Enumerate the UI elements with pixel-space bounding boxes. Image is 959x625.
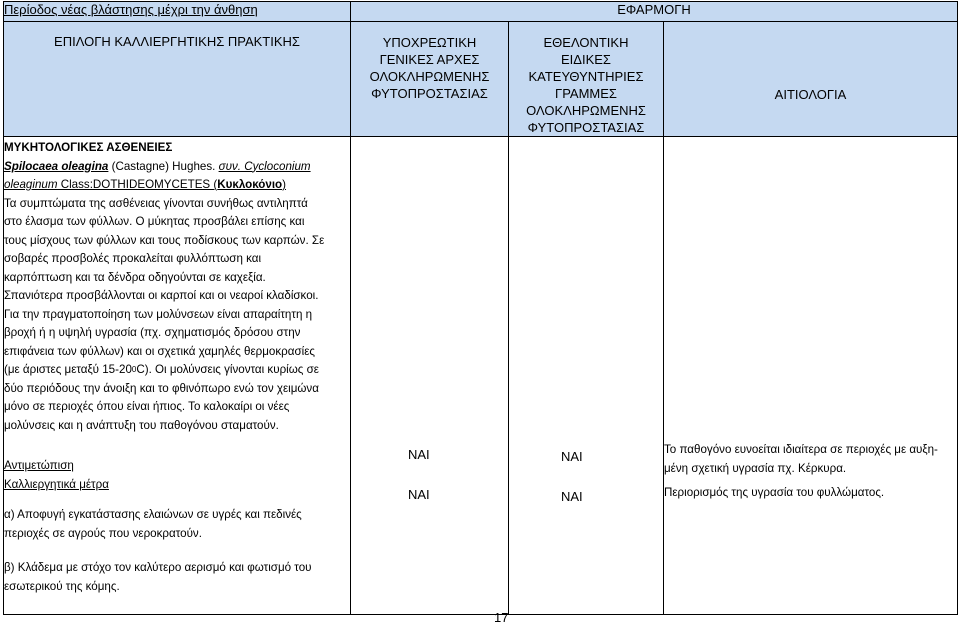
synonym-species: oleaginum [4, 178, 58, 191]
reason-line: Περιορισμός της υγρασία του φυλλώματος. [664, 486, 885, 499]
practice-header [4, 22, 351, 137]
temp-text-a: (με άριστες μεταξύ 15-20 [4, 363, 132, 376]
page-number: 17 [494, 610, 509, 625]
reason-header: ΑΙΤΙΟΛΟΓΙΑ [664, 22, 958, 137]
mandatory-line: ΟΛΟΚΛΗΡΩΜΕΝΗΣ [369, 69, 490, 84]
description-line: μόνο σε περιοχές όπου είναι ήπιος. Το καλοκαίρι οι νέες [4, 400, 290, 413]
syn-label: συν. [218, 159, 241, 173]
description-line: στο έλασμα των φύλλων. Ο μύκητας προσβάλει επίσης και [4, 215, 305, 228]
treatment-title: Αντιμετώπιση [4, 459, 74, 472]
description-line: σοβαρές προσβολές προκαλείται φυλλόπτωση και [4, 252, 262, 265]
mandatory-line: ΦΥΤΟΠΡΟΣΤΑΣΙΑΣ [371, 86, 488, 101]
measure-a-line: α) Αποφυγή εγκατάστασης ελαιώνων σε υγρές και πεδινές [4, 508, 302, 521]
voluntary-line: ΕΘΕΛΟΝΤΙΚΗ [543, 35, 629, 50]
description-line: Για την πραγματοποίηση των μολύνσεων είναι απαραίτητη η [4, 307, 313, 321]
application-header: ΕΦΑΡΜΟΓΗ [351, 2, 958, 22]
voluntary-cell [509, 137, 664, 615]
disease-category: ΜΥΚΗΤΟΛΟΓΙΚΕΣ ΑΣΘΕΝΕΙΕΣ [4, 141, 173, 154]
description-line: Σπανιότερα προσβάλλονται οι καρποί και οι νεαροί κλαδίσκοι. [4, 289, 319, 302]
description-line: βροχή ή η υψηλή υγρασία (πχ. σχηματισμός δρόσου στην [4, 326, 301, 339]
measure-a-mandatory: ΝΑΙ [408, 447, 430, 462]
practice-content-cell [4, 137, 351, 615]
description-line: επιφάνεια των φύλλων) και οι σχετικά χαμηλές θερμοκρασίες [4, 344, 315, 358]
measure-b-line: εσωτερικού της κόμης. [4, 579, 120, 593]
common-name: Κυκλοκόνιο [217, 178, 283, 191]
treatment-subtitle: Καλλιεργητικά μέτρα [4, 477, 109, 491]
measure-b-mandatory: ΝΑΙ [408, 487, 430, 502]
description-line: δύο περιόδους την άνοιξη και το φθινόπωρο ενώ τον χειμώνα [4, 381, 319, 395]
voluntary-line: ΟΛΟΚΛΗΡΩΜΕΝΗΣ [526, 103, 646, 118]
practice-header-label: ΕΠΙΛΟΓΗ ΚΑΛΛΙΕΡΓΗΤΙΚΗΣ ΠΡΑΚΤΙΚΗΣ [54, 34, 300, 49]
mandatory-cell [351, 137, 509, 615]
disease-species-line [4, 158, 350, 177]
measure-a-voluntary: ΝΑΙ [561, 449, 583, 464]
measure-a-reason [664, 441, 938, 478]
mandatory-line: ΓΕΝΙΚΕΣ ΑΡΧΕΣ [379, 52, 480, 67]
reason-cell [664, 137, 958, 615]
period-header: Περίοδος νέας βλάστησης μέχρι την άνθηση [4, 2, 351, 22]
synonym-genus: Cycloconium [240, 159, 311, 173]
voluntary-line: ΕΙΔΙΚΕΣ ΚΑΤΕΥΘΥΝΤΗΡΙΕΣ [528, 52, 644, 84]
measure-a-line: περιοχές σε αγρούς που νεροκρατούν. [4, 526, 202, 540]
class-text: Class:DOTHIDEOMYCETES ( [57, 178, 218, 191]
integrated-protection-table [3, 1, 958, 615]
description-line: τους μίσχους των φύλλων και τους ποδίσκους των καρπών. Σε [4, 233, 325, 247]
reason-line: Το παθογόνο ευνοείται ιδιαίτερα σε περιοχές με αυξη- [664, 443, 938, 456]
temperature-line [4, 361, 350, 380]
measure-b-line: β) Κλάδεμα με στόχο τον καλύτερο αερισμό και φωτισμό του [4, 561, 312, 574]
disease-class-line [4, 176, 350, 195]
class-close: ) [282, 178, 287, 191]
voluntary-line: ΓΡΑΜΜΕΣ [555, 86, 617, 101]
mandatory-header [351, 22, 509, 137]
description-line: μολύνσεις και η ανάπτυξη του παθογόνου σταματούν. [4, 418, 279, 432]
measure-b-voluntary: ΝΑΙ [561, 489, 583, 504]
voluntary-header [509, 22, 664, 137]
temp-text-b: C). Οι μολύνσεις γίνονται κυρίως σε [136, 363, 319, 376]
authority: (Castagne) Hughes. [108, 159, 219, 173]
degree-sup: 0 [131, 365, 137, 374]
mandatory-line: ΥΠΟΧΡΕΩΤΙΚΗ [382, 35, 477, 50]
measure-b-reason [664, 484, 884, 503]
description-line: Τα συμπτώματα της ασθένειας γίνονται συνήθως αντιληπτά [4, 196, 308, 210]
voluntary-line: ΦΥΤΟΠΡΟΣΤΑΣΙΑΣ [527, 120, 645, 135]
description-line: καρπόπτωση και τα δένδρα οδηγούνται σε καχεξία. [4, 270, 266, 284]
reason-line: μένη σχετική υγρασία πχ. Κέρκυρα. [664, 461, 847, 475]
species-name: Spilocaea oleagina [4, 159, 109, 173]
